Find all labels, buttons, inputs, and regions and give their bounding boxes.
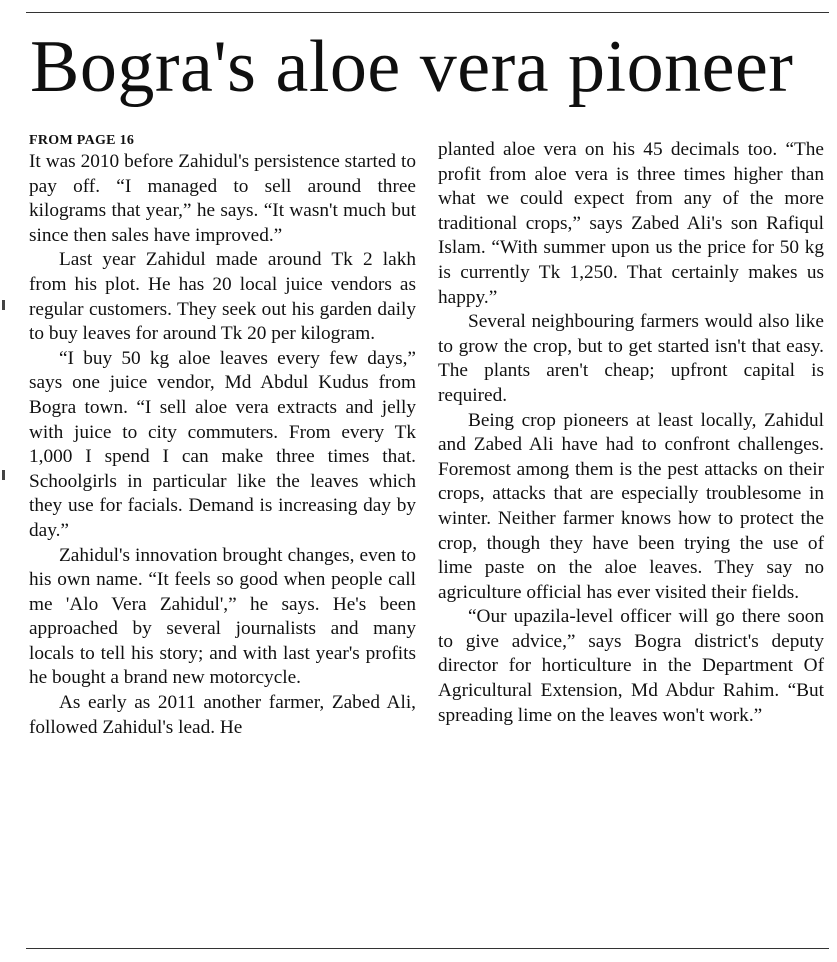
paragraph: As early as 2011 another farmer, Zabed Ali, followed Zahidul's lead. He xyxy=(29,692,416,738)
kicker: FROM PAGE 16 xyxy=(29,133,135,148)
paragraph: Last year Zahidul made around Tk 2 lakh from his plot. He has 20 local juice vendors as regular customers. They seek out his garden daily to buy leaves for around Tk 20 per kilogram. xyxy=(29,249,416,345)
left-column xyxy=(29,132,416,740)
headline: Bogra's aloe vera pioneer xyxy=(30,26,794,108)
margin-mark xyxy=(2,470,5,480)
paragraph: Being crop pioneers at least locally, Zahidul and Zabed Ali have had to confront challenges. Foremost among them is the pest attacks on their crops, attacks that are especially troublesome in winter. Neither farmer knows how to protect the crop, though they have been trying the use of lime paste on the aloe leaves. They say no agriculture official has ever visited their fields. xyxy=(438,409,824,603)
margin-mark xyxy=(2,300,5,310)
paragraph: “Our upazila-level officer will go there soon to give advice,” says Bogra district's deputy director for horticulture in the Department Of Agricultural Extension, Md Abdur Rahim. “But spreading lime on the leaves won't work.” xyxy=(438,606,824,726)
top-rule xyxy=(26,12,829,13)
paragraph: Several neighbouring farmers would also like to grow the crop, but to get started isn't that easy. The plants aren't cheap; upfront capital is required. xyxy=(438,311,824,406)
right-column xyxy=(438,138,824,728)
bottom-rule xyxy=(26,948,829,949)
paragraph: Zahidul's innovation brought changes, even to his own name. “It feels so good when people call me 'Alo Vera Zahidul',” he says. He's been approached by several journalists and many locals to tell his story; and with last year's profits he bought a brand new motorcycle. xyxy=(29,544,416,689)
paragraph: It was 2010 before Zahidul's persistence started to pay off. “I managed to sell around three kilograms that year,” he says. “It wasn't much but since then sales have improved.” xyxy=(29,151,416,246)
top-rule-notch xyxy=(285,5,315,13)
paragraph: “I buy 50 kg aloe leaves every few days,” says one juice vendor, Md Abdul Kudus from Bogra town. “I sell aloe vera extracts and jelly with juice to city commuters. From every Tk 1,000 I spend I can make three times that. Schoolgirls in particular like the leaves which they use for facials. Demand is increasing day by day.” xyxy=(29,347,416,541)
paragraph: planted aloe vera on his 45 decimals too. “The profit from aloe vera is three times higher than what we could expect from any of the more traditional crops,” says Zabed Ali's son Rafiqul Islam. “With summer upon us the price for 50 kg is currently Tk 1,250. That certainly makes us happy.” xyxy=(438,139,824,308)
